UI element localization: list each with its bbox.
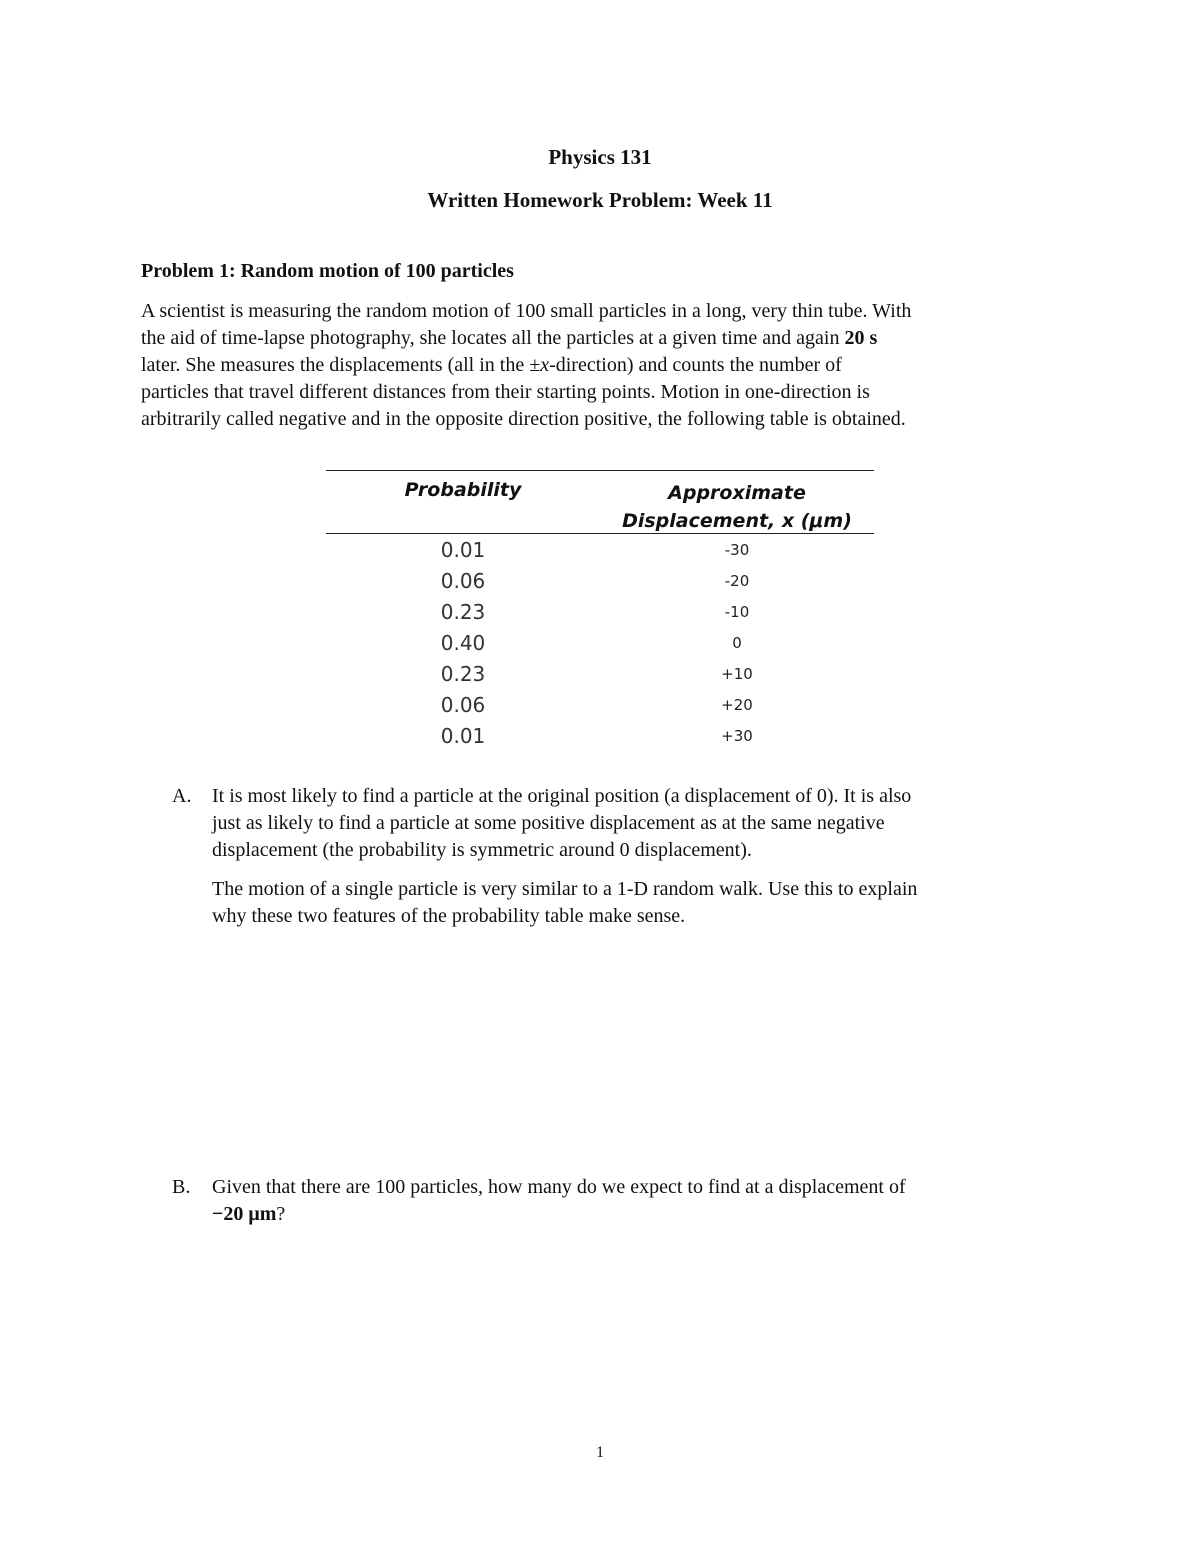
question-b-text — [212, 1174, 1072, 1228]
direction-symbol: ±x — [529, 354, 550, 376]
header-displacement-line-2: Displacement, x (μm) — [622, 510, 852, 532]
intro-line-2 — [141, 325, 1061, 352]
cell-probability: 0.06 — [440, 692, 486, 717]
cell-displacement: +20 — [721, 695, 753, 714]
header-displacement — [600, 471, 874, 533]
course-title: Physics 131 — [548, 145, 652, 169]
question-a-text — [212, 783, 1072, 930]
time-value: 20 s — [844, 327, 878, 349]
cell-probability: 0.06 — [440, 568, 486, 593]
intro-line-1: A scientist is measuring the random motion of 100 small particles in a long, very thin tube. With — [141, 300, 912, 322]
cell-probability: 0.01 — [440, 723, 486, 748]
problem-title: Problem 1: Random motion of 100 particles — [141, 260, 514, 282]
cell-displacement: 0 — [732, 633, 742, 652]
intro-line-3-text-c: -direction) and counts the number of — [549, 354, 842, 376]
table-row — [326, 596, 874, 627]
table-row — [326, 658, 874, 689]
intro-line-3 — [141, 352, 1061, 379]
question-b-line-1: Given that there are 100 particles, how many do we expect to find at a displacement of — [212, 1176, 906, 1198]
cell-probability: 0.23 — [440, 599, 486, 624]
cell-displacement: +30 — [721, 726, 753, 745]
cell-probability: 0.23 — [440, 661, 486, 686]
page-number: 1 — [596, 1444, 604, 1461]
cell-displacement: -20 — [724, 571, 750, 590]
probability-table — [326, 470, 874, 751]
table-header — [326, 471, 874, 533]
homework-subtitle: Written Homework Problem: Week 11 — [427, 188, 773, 212]
table-row — [326, 534, 874, 565]
table-row — [326, 565, 874, 596]
table-body — [326, 534, 874, 751]
cell-probability: 0.01 — [440, 537, 486, 562]
cell-probability: 0.40 — [440, 630, 486, 655]
displacement-value: −20 μm — [212, 1203, 277, 1225]
question-mark: ? — [276, 1203, 286, 1225]
question-a-line-3: displacement (the probability is symmetric around 0 displacement). — [212, 839, 752, 861]
question-a-label: A. — [172, 785, 192, 807]
question-b-label: B. — [172, 1176, 191, 1198]
intro-line-2-text: the aid of time-lapse photography, she locates all the particles at a given time and again — [141, 327, 845, 349]
question-b-line-2 — [212, 1201, 1072, 1228]
question-a-line-2: just as likely to find a particle at some positive displacement as at the same negative — [212, 812, 885, 834]
question-a-line-1: It is most likely to find a particle at the original position (a displacement of 0). It is also — [212, 785, 912, 807]
intro-line-3-text-a: later. She measures the displacements (all in the — [141, 354, 530, 376]
cell-displacement: -30 — [724, 540, 750, 559]
cell-displacement: -10 — [724, 602, 750, 621]
problem-intro — [141, 298, 1061, 433]
table-row — [326, 720, 874, 751]
header-probability: Probability — [404, 479, 522, 501]
table-row — [326, 627, 874, 658]
intro-line-4: particles that travel different distances from their starting points. Motion in one-direction is — [141, 381, 870, 403]
header-displacement-line-1: Approximate — [668, 482, 806, 504]
table-row — [326, 689, 874, 720]
intro-line-5: arbitrarily called negative and in the opposite direction positive, the following table is obtained. — [141, 408, 906, 430]
question-a-line-4: The motion of a single particle is very similar to a 1-D random walk. Use this to explain — [212, 878, 918, 900]
cell-displacement: +10 — [721, 664, 753, 683]
question-a-line-5: why these two features of the probability table make sense. — [212, 905, 686, 927]
